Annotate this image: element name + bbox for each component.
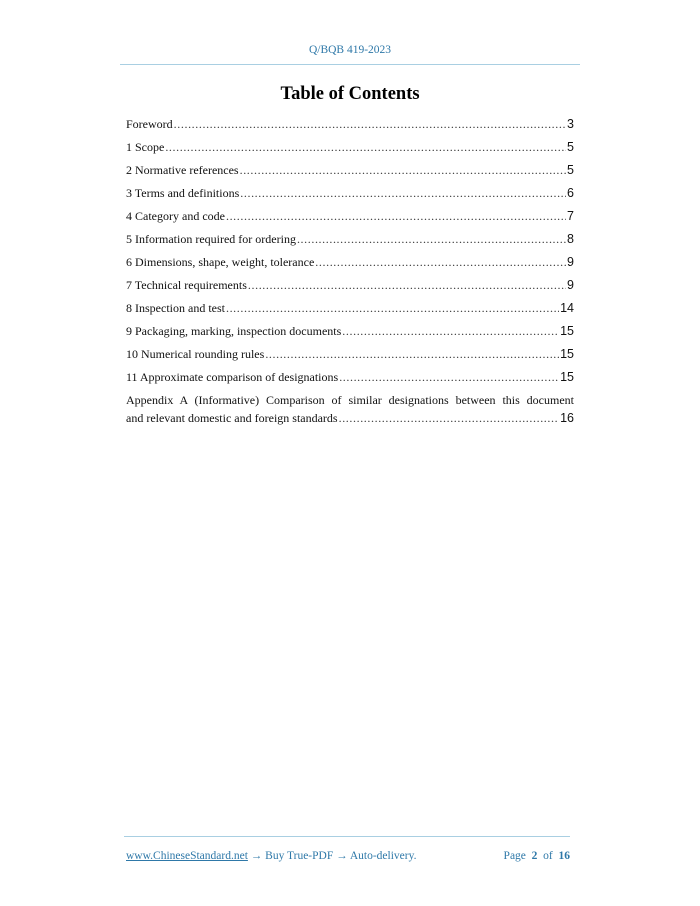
toc-entry-page: 5	[567, 140, 574, 154]
toc-entry-label: 7 Technical requirements	[126, 278, 247, 292]
toc-entry-label: 9 Packaging, marking, inspection documents	[126, 324, 342, 338]
toc-entry-label: 6 Dimensions, shape, weight, tolerance	[126, 255, 315, 269]
toc-entry-terms-definitions[interactable]	[126, 186, 574, 209]
toc-entry-page: 9	[567, 278, 574, 292]
toc-entry-label: 10 Numerical rounding rules	[126, 347, 265, 361]
toc-entry-appendix-a[interactable]	[126, 393, 574, 429]
toc-leader-dots	[339, 370, 559, 385]
toc-leader-dots	[240, 186, 566, 201]
toc-leader-dots	[297, 232, 566, 247]
website-link[interactable]: www.ChineseStandard.net	[126, 850, 248, 862]
toc-entry-foreword[interactable]	[126, 117, 574, 140]
toc-entry-label: 8 Inspection and test	[126, 301, 225, 315]
toc-entry-label: Foreword	[126, 117, 173, 131]
page-footer	[126, 850, 570, 862]
toc-leader-dots	[248, 278, 566, 293]
toc-entry-page: 16	[560, 411, 574, 425]
toc-entry-label: 4 Category and code	[126, 209, 225, 223]
toc-leader-dots	[165, 140, 566, 155]
toc-leader-dots	[315, 255, 566, 270]
page-total: 16	[558, 850, 570, 862]
toc-entry-scope[interactable]	[126, 140, 574, 163]
table-of-contents	[126, 117, 574, 429]
toc-entry-continuation	[126, 411, 574, 429]
toc-leader-dots	[226, 301, 559, 316]
toc-entry-label: 2 Normative references	[126, 163, 239, 177]
toc-entry-page: 15	[560, 324, 574, 338]
header-divider	[120, 64, 580, 65]
toc-entry-designations[interactable]	[126, 370, 574, 393]
toc-entry-page: 15	[560, 370, 574, 384]
toc-entry-ordering-info[interactable]	[126, 232, 574, 255]
toc-entry-page: 6	[567, 186, 574, 200]
toc-leader-dots	[339, 411, 560, 426]
toc-entry-label: 1 Scope	[126, 140, 165, 154]
footer-divider	[124, 836, 570, 837]
toc-entry-label: 5 Information required for ordering	[126, 232, 296, 246]
toc-leader-dots	[174, 117, 566, 132]
toc-entry-packaging[interactable]	[126, 324, 574, 347]
document-code: Q/BQB 419-2023	[308, 44, 392, 56]
toc-title: Table of Contents	[280, 84, 420, 104]
toc-entry-normative-references[interactable]	[126, 163, 574, 186]
toc-entry-rounding-rules[interactable]	[126, 347, 574, 370]
page-number	[504, 850, 570, 862]
page-current: 2	[531, 850, 538, 862]
toc-entry-page: 3	[567, 117, 574, 131]
toc-entry-label: and relevant domestic and foreign standards	[126, 411, 338, 425]
toc-leader-dots	[265, 347, 559, 362]
toc-entry-page: 7	[567, 209, 574, 223]
toc-entry-page: 14	[560, 301, 574, 315]
toc-leader-dots	[226, 209, 566, 224]
toc-entry-label: 11 Approximate comparison of designations	[126, 370, 339, 384]
footer-tagline: → Buy True-PDF → Auto-delivery.	[247, 850, 417, 862]
toc-leader-dots	[240, 163, 566, 178]
page-of: of	[543, 850, 553, 862]
toc-entry-page: 9	[567, 255, 574, 269]
toc-entry-inspection-test[interactable]	[126, 301, 574, 324]
toc-entry-technical-requirements[interactable]	[126, 278, 574, 301]
toc-entry-page: 5	[567, 163, 574, 177]
toc-leader-dots	[342, 324, 559, 339]
toc-entry-category-code[interactable]	[126, 209, 574, 232]
page-word: Page	[503, 850, 526, 862]
toc-entry-page: 15	[560, 347, 574, 361]
toc-entry-page: 8	[567, 232, 574, 246]
toc-entry-dimensions[interactable]	[126, 255, 574, 278]
toc-entry-label: Appendix A (Informative) Comparison of similar designations between this document	[126, 393, 574, 407]
toc-entry-label: 3 Terms and definitions	[126, 186, 240, 200]
